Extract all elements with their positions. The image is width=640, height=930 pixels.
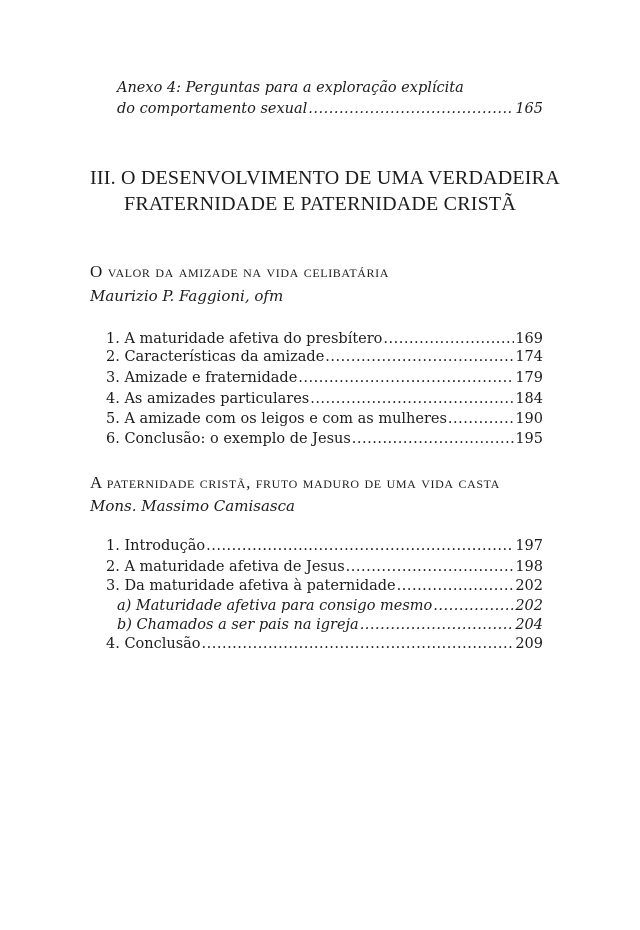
toc-entry-label: 1. Introdução xyxy=(106,538,206,554)
dot-leader xyxy=(448,409,514,429)
toc-entry[interactable] xyxy=(106,576,543,596)
toc-page-number: 165 xyxy=(515,101,543,117)
dot-leader xyxy=(310,389,514,409)
dot-leader xyxy=(383,329,514,349)
dot-leader xyxy=(433,596,514,616)
toc-entry-label: 2. A maturidade afetiva de Jesus xyxy=(106,559,345,575)
toc-entry-label: 5. A amizade com os leigos e com as mulheres xyxy=(106,411,447,427)
toc-page-number: 202 xyxy=(515,598,543,614)
toc-subentry[interactable] xyxy=(117,615,543,635)
toc-page-number: 197 xyxy=(515,538,543,554)
toc-entry-label: b) Chamados a ser pais na igreja xyxy=(117,617,359,633)
dot-leader xyxy=(397,576,515,596)
annex-title-line1: Anexo 4: Perguntas para a exploração explícita xyxy=(117,80,464,96)
toc-entry-label: 6. Conclusão: o exemplo de Jesus xyxy=(106,431,351,447)
toc-page-number: 190 xyxy=(515,411,543,427)
toc-entry[interactable] xyxy=(106,389,543,409)
dot-leader xyxy=(346,557,515,577)
toc-page-number: 202 xyxy=(515,578,543,594)
toc-entry-label: 1. A maturidade afetiva do presbítero xyxy=(106,331,383,347)
toc-entry-label: do comportamento sexual xyxy=(117,101,308,117)
toc-entry[interactable] xyxy=(106,429,543,449)
toc-entry[interactable] xyxy=(106,536,543,556)
toc-page-number: 204 xyxy=(515,617,543,633)
toc-entry-label: a) Maturidade afetiva para consigo mesmo xyxy=(117,598,433,614)
toc-page-number: 174 xyxy=(515,349,543,365)
annex-toc-entry[interactable] xyxy=(117,99,543,119)
toc-entry[interactable] xyxy=(106,634,543,654)
toc-entry[interactable] xyxy=(106,347,543,367)
section-title: A paternidade cristã, fruto maduro de uma vida casta xyxy=(90,473,500,492)
toc-entry-label: 3. Da maturidade afetiva à paternidade xyxy=(106,578,396,594)
toc-page-number: 169 xyxy=(515,331,543,347)
toc-entry-label: 4. As amizades particulares xyxy=(106,391,310,407)
toc-entry-label: 3. Amizade e fraternidade xyxy=(106,370,298,386)
part-title-line2: FRATERNIDADE E PATERNIDADE CRISTÃ xyxy=(124,193,516,215)
toc-entry[interactable] xyxy=(106,409,543,429)
dot-leader xyxy=(308,99,514,119)
toc-subentry[interactable] xyxy=(117,596,543,616)
dot-leader xyxy=(202,634,515,654)
toc-entry-label: 4. Conclusão xyxy=(106,636,201,652)
dot-leader xyxy=(360,615,515,635)
toc-page-number: 198 xyxy=(515,559,543,575)
section-author: Maurizio P. Faggioni, ofm xyxy=(90,287,284,305)
toc-page-number: 184 xyxy=(515,391,543,407)
toc-entry[interactable] xyxy=(106,557,543,577)
dot-leader xyxy=(298,368,514,388)
toc-page-number: 179 xyxy=(515,370,543,386)
toc-entry[interactable] xyxy=(106,329,543,349)
toc-page-number: 209 xyxy=(515,636,543,652)
dot-leader xyxy=(325,347,514,367)
section-author: Mons. Massimo Camisasca xyxy=(90,497,295,515)
part-title-line1: III. O DESENVOLVIMENTO DE UMA VERDADEIRA xyxy=(90,167,560,189)
section-title: O valor da amizade na vida celibatária xyxy=(90,262,390,281)
dot-leader xyxy=(206,536,514,556)
toc-page-number: 195 xyxy=(515,431,543,447)
toc-entry[interactable] xyxy=(106,368,543,388)
dot-leader xyxy=(352,429,515,449)
toc-entry-label: 2. Características da amizade xyxy=(106,349,325,365)
